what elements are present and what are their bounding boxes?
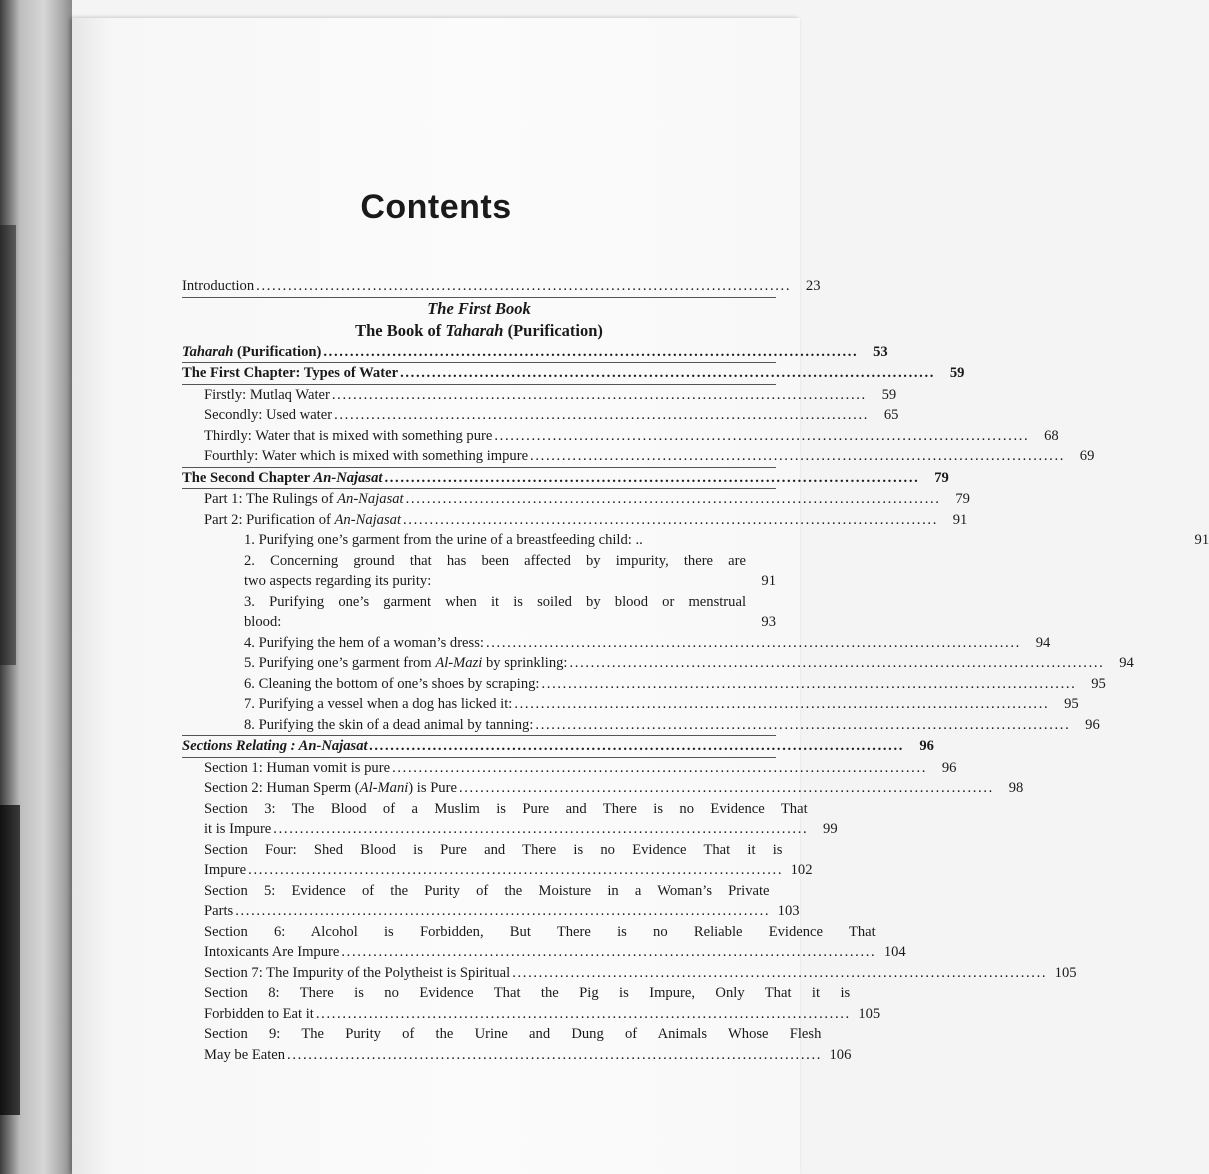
entry-label: 4. Purifying the hem of a woman’s dress: <box>244 634 484 651</box>
page-title: Contents <box>360 188 512 226</box>
toc-entry[interactable] <box>182 633 1051 654</box>
entry-label: Part 2: Purification of An-Najasat <box>204 511 401 528</box>
dot-leader <box>400 363 932 384</box>
dot-leader <box>316 1004 848 1025</box>
entry-label: Section 2: Human Sperm (Al-Mani) is Pure <box>204 780 457 796</box>
toc-entry[interactable] <box>182 426 1059 447</box>
entry-label: 2. Concerning ground that has been affected by impurity, there are two aspects regarding its purity: <box>244 552 746 589</box>
dot-leader <box>459 778 991 799</box>
toc-entry-part-2[interactable] <box>182 510 968 531</box>
book-heading: The First Book <box>427 298 531 318</box>
entry-label: Section 7: The Impurity of the Polytheist is Spiritual <box>204 964 511 981</box>
entry-label: Introduction <box>182 278 255 294</box>
toc-entry[interactable] <box>182 715 1100 737</box>
toc-entry[interactable] <box>182 653 1134 674</box>
dot-leader <box>392 758 924 779</box>
page-number: 91 <box>761 573 776 589</box>
page-number: 91 <box>1194 532 1209 548</box>
page-number: 59 <box>949 365 965 381</box>
toc-entry[interactable] <box>182 778 1024 799</box>
entry-label: Section 1: Human vomit is pure <box>204 759 391 776</box>
page-number: 103 <box>777 903 800 919</box>
toc-entry[interactable] <box>182 963 1077 984</box>
page-number: 96 <box>941 759 957 776</box>
entry-label: Thirdly: Water that is mixed with something pure <box>204 427 493 444</box>
entry-label: Section 3: The Blood of a Muslim is Pure and There is no Evidence That it is Impure . . . <box>204 799 808 840</box>
toc-entry[interactable] <box>182 592 776 633</box>
dot-leader <box>332 385 864 406</box>
entry-label: 8. Purifying the skin of a dead animal by tanning: <box>244 716 534 733</box>
dot-leader <box>514 694 1046 715</box>
page-number: 53 <box>873 343 888 360</box>
toc-entry[interactable] <box>182 405 899 426</box>
entry-label: The First Chapter: Types of Water <box>182 365 399 381</box>
toc-entry[interactable] <box>182 551 776 592</box>
dot-leader <box>530 446 1062 467</box>
toc-entry-sections-heading[interactable] <box>182 736 934 758</box>
page-number: 59 <box>881 386 897 403</box>
toc-entry[interactable] <box>182 922 906 963</box>
entry-label: Section 6: Alcohol is Forbidden, But There is no Reliable Evidence That Intoxicants Are Impure . . . <box>204 922 876 963</box>
spine-shadow <box>0 225 16 665</box>
entry-label: 7. Purifying a vessel when a dog has licked it: <box>244 696 513 712</box>
entry-label: Part 1: The Rulings of An-Najasat <box>204 491 404 507</box>
table-of-contents <box>182 276 1209 1065</box>
page-number: 79 <box>934 469 949 486</box>
book-subheading: The Book of Taharah (Purification) <box>355 320 603 340</box>
dot-leader <box>235 901 767 922</box>
toc-entry[interactable] <box>182 983 881 1024</box>
toc-entry[interactable] <box>182 758 957 779</box>
page-number: 106 <box>829 1046 852 1063</box>
page-number: 105 <box>858 1005 881 1022</box>
toc-entry[interactable] <box>182 881 800 922</box>
dot-leader <box>287 1045 819 1066</box>
toc-entry-taharah[interactable] <box>182 342 888 364</box>
dot-leader <box>406 489 938 510</box>
dot-leader <box>248 860 780 881</box>
page-number: 69 <box>1079 448 1095 464</box>
toc-entry[interactable] <box>182 446 1095 468</box>
dot-leader <box>334 405 866 426</box>
page-number: 95 <box>1064 696 1079 712</box>
entry-label: The Second Chapter An-Najasat <box>182 469 383 486</box>
spine-shadow-lower <box>0 805 20 1115</box>
entry-label: 6. Cleaning the bottom of one’s shoes by scraping: <box>244 675 540 692</box>
entry-label: Taharah (Purification) <box>182 343 322 360</box>
toc-entry[interactable] <box>182 840 813 881</box>
entry-label: Section 9: The Purity of the Urine and Dung of Animals Whose Flesh May be Eaten . . . <box>204 1024 821 1065</box>
dot-leader <box>494 426 1026 447</box>
entry-label: Section 8: There is no Evidence That the Pig is Impure, Only That it is Forbidden to Eat it . . . <box>204 983 850 1024</box>
dot-leader <box>273 819 805 840</box>
entry-label: Firstly: Mutlaq Water <box>204 386 330 403</box>
page-number: 99 <box>823 821 838 837</box>
page-number: 79 <box>955 491 970 507</box>
page-number: 65 <box>883 407 899 423</box>
page-number: 23 <box>805 278 821 294</box>
page-number: 68 <box>1044 427 1059 444</box>
dot-leader <box>403 510 935 531</box>
page-number: 98 <box>1008 780 1024 796</box>
page-number: 94 <box>1119 655 1134 671</box>
dot-leader <box>341 942 873 963</box>
page-number: 94 <box>1035 634 1051 651</box>
toc-entry[interactable] <box>182 1024 852 1065</box>
dot-leader <box>486 633 1018 654</box>
book-spine-edge <box>0 0 72 1174</box>
toc-entry-chapter-2[interactable] <box>182 468 949 490</box>
entry-label: Fourthly: Water which is mixed with something impure <box>204 448 529 464</box>
toc-entry-introduction[interactable] <box>182 276 821 298</box>
page-number: 96 <box>1085 716 1100 733</box>
entry-label: 3. Purifying one’s garment when it is soiled by blood or menstrual blood: <box>244 593 746 630</box>
entry-label: Secondly: Used water <box>204 407 333 423</box>
entry-label: Sections Relating : An-Najasat <box>182 738 368 754</box>
page-number: 91 <box>952 511 968 528</box>
page-number: 102 <box>790 862 813 878</box>
entry-label: 1. Purifying one’s garment from the urine of a breastfeeding child: .. <box>244 532 643 548</box>
toc-entry[interactable] <box>182 530 1209 551</box>
page-number: 95 <box>1091 675 1106 692</box>
page-number: 96 <box>919 738 934 754</box>
dot-leader <box>370 736 902 757</box>
toc-entry[interactable] <box>182 674 1106 695</box>
dot-leader <box>323 342 855 363</box>
entry-label: Section 5: Evidence of the Purity of the Moisture in a Woman’s Private Parts . . . <box>204 881 770 922</box>
page-number: 105 <box>1054 964 1077 981</box>
entry-label: Section Four: Shed Blood is Pure and There is no Evidence That it is Impure . . . <box>204 840 783 881</box>
dot-leader <box>384 468 916 489</box>
toc-entry[interactable] <box>182 799 838 840</box>
dot-leader <box>512 963 1044 984</box>
dot-leader <box>569 653 1101 674</box>
page-number: 93 <box>761 614 776 630</box>
dot-leader <box>535 715 1067 736</box>
toc-entry-part-1[interactable] <box>182 489 970 510</box>
page-number: 104 <box>883 944 906 960</box>
toc-entry[interactable] <box>182 385 897 406</box>
toc-entry[interactable] <box>182 694 1079 715</box>
toc-entry-chapter-1[interactable] <box>182 363 965 385</box>
dot-leader <box>541 674 1073 695</box>
dot-leader <box>256 276 788 297</box>
entry-label: 5. Purifying one’s garment from Al-Mazi by sprinkling: <box>244 655 568 671</box>
book-page <box>72 18 1209 1174</box>
